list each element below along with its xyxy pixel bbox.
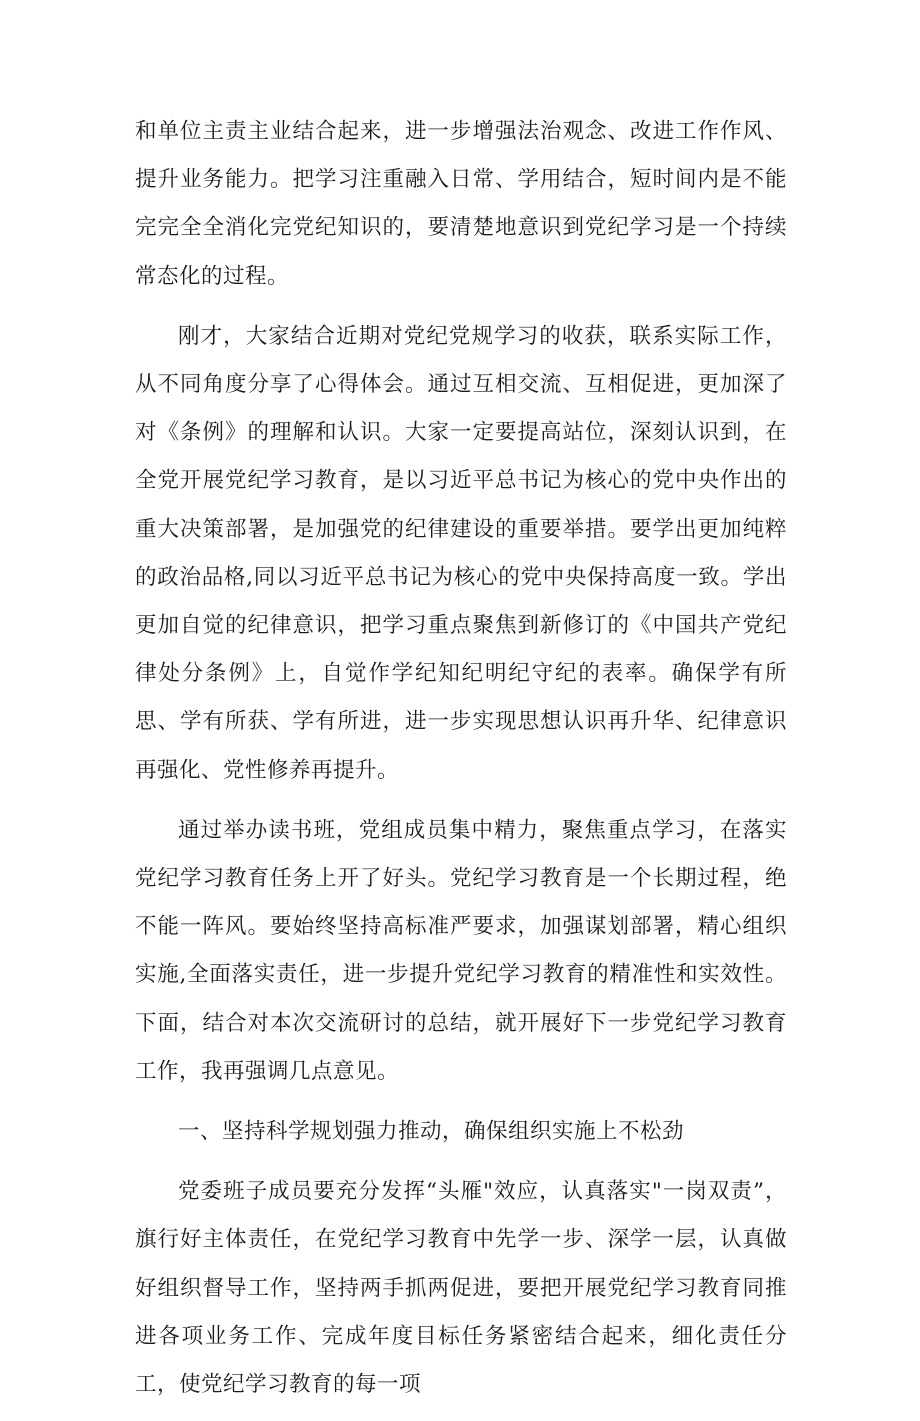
paragraph-reading-class: 通过举办读书班，党组成员集中精力，聚焦重点学习，在落实党纪学习教育任务上开了好头。党纪学习教育是一个长期过程，绝不能一阵风。要始终坚持高标准严要求，加强谋划部署，精心组织实施,全面落实责任，进一步提升党纪学习教育的精准性和实效性。下面，结合对本次交流研讨的总结，就开展好下一步党纪学习教育工作，我再强调几点意见。 (135, 817, 787, 1084)
paragraph-party-committee: 党委班子成员要充分发挥“头雁"效应，认真落实"一岗双责”，旗行好主体责任，在党纪学习教育中先学一步、深学一层，认真做好组织督导工作，坚持两手抓两促进，要把开展党纪学习教育同推进各项业务工作、完成年度目标任务紧密结合起来，细化责任分工，使党纪学习教育的每一项 (135, 1179, 787, 1398)
section-heading-1: 一、坚持科学规划强力推动，确保组织实施上不松劲 (178, 1119, 685, 1145)
paragraph-continuation: 和单位主责主业结合起来，进一步增强法治观念、改进工作作风、提升业务能力。把学习注重融入日常、学用结合，短时间内是不能完完全全消化完党纪知识的，要清楚地意识到党纪学习是一个持续常态化的过程。 (135, 119, 787, 289)
paragraph-reflection: 刚才，大家结合近期对党纪党规学习的收获，联系实际工作，从不同角度分享了心得体会。通过互相交流、互相促进，更加深了对《条例》的理解和认识。大家一定要提高站位，深刻认识到，在全党开展党纪学习教育，是以习近平总书记为核心的党中央作出的重大决策部署，是加强党的纪律建设的重要举措。要学出更加纯粹的政治品格,同以习近平总书记为核心的党中央保持高度一致。学出更加自觉的纪律意识，把学习重点聚焦到新修订的《中国共产党纪律处分条例》上，自觉作学纪知纪明纪守纪的表率。确保学有所思、学有所获、学有所进，进一步实现思想认识再升华、纪律意识再强化、党性修养再提升。 (135, 323, 787, 783)
document-body (135, 108, 787, 1421)
